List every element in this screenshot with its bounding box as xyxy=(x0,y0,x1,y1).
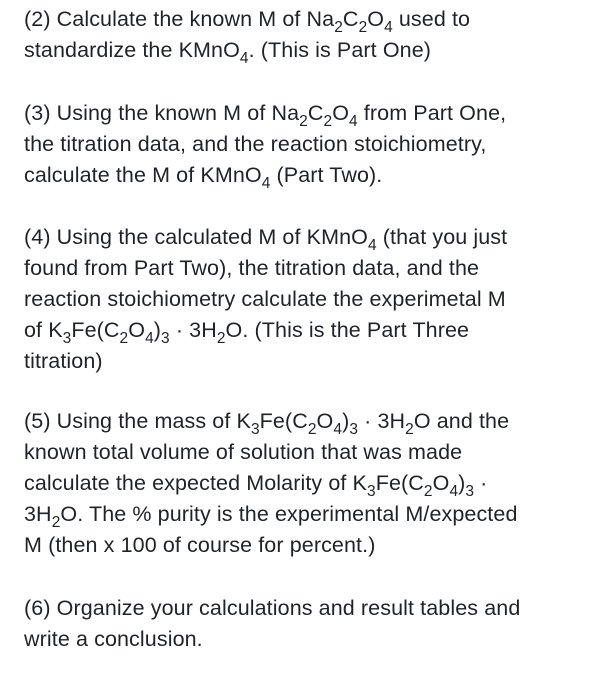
text-run: from Part One, xyxy=(357,101,507,125)
text-run: reaction stoichiometry calculate the experimetal M xyxy=(24,287,506,311)
text-run: (5) Using the mass of K xyxy=(24,409,251,433)
text-run: Fe(C xyxy=(71,318,120,342)
text-line xyxy=(24,284,507,315)
text-run: (3) Using the known M of Na xyxy=(24,101,300,125)
text-run: known total volume of solution that was made xyxy=(24,440,463,464)
subscript-run: 3 xyxy=(349,420,359,438)
subscript-run: 3 xyxy=(367,482,376,500)
text-run: . (This is Part One) xyxy=(248,38,432,62)
text-run: C xyxy=(342,7,359,31)
subscript-run: 4 xyxy=(449,482,459,500)
text-line xyxy=(24,253,507,284)
paragraph-step-5 xyxy=(24,406,518,561)
text-line xyxy=(24,35,470,66)
text-line xyxy=(24,315,507,346)
text-line xyxy=(24,222,507,253)
text-run: (Part Two). xyxy=(270,163,383,187)
text-line xyxy=(24,593,520,624)
text-line xyxy=(24,346,507,377)
text-run: O xyxy=(367,7,385,31)
text-run: ) xyxy=(153,318,162,342)
subscript-run: 4 xyxy=(239,49,249,67)
subscript-run: 2 xyxy=(119,329,129,347)
paragraph-step-2 xyxy=(24,4,470,66)
text-run: (4) Using the calculated M of KMnO xyxy=(24,225,368,249)
text-run: standardize the KMnO xyxy=(24,38,240,62)
subscript-run: 3 xyxy=(250,420,260,438)
text-run: (6) Organize your calculations and result tables and xyxy=(24,596,521,620)
text-run: · xyxy=(474,471,488,495)
text-run: O xyxy=(332,101,350,125)
subscript-run: 2 xyxy=(216,329,226,347)
text-run: (2) Calculate the known M of Na xyxy=(24,7,335,31)
paragraph-step-4 xyxy=(24,222,507,377)
text-run: O and the xyxy=(413,409,510,433)
text-run: of K xyxy=(24,318,63,342)
subscript-run: 4 xyxy=(333,420,343,438)
subscript-run: 4 xyxy=(367,236,377,254)
text-run: (that you just xyxy=(376,225,508,249)
text-run: write a conclusion. xyxy=(24,627,203,651)
paragraph-step-3 xyxy=(24,98,506,191)
subscript-run: 3 xyxy=(161,329,170,347)
text-run: O. The % purity is the experimental M/expected xyxy=(60,502,518,526)
subscript-run: 2 xyxy=(423,482,433,500)
subscript-run: 2 xyxy=(323,112,333,130)
text-run: Fe(C xyxy=(375,471,424,495)
text-run: Fe(C xyxy=(259,409,308,433)
text-run: calculate the M of KMnO xyxy=(24,163,262,187)
subscript-run: 2 xyxy=(334,18,343,36)
text-run: C xyxy=(307,101,324,125)
text-run: 3H xyxy=(24,502,52,526)
subscript-run: 4 xyxy=(384,18,393,36)
text-line xyxy=(24,624,520,655)
text-line xyxy=(24,4,470,35)
text-run: ) xyxy=(342,409,350,433)
text-line xyxy=(24,406,518,437)
text-run: the titration data, and the reaction stoichiometry, xyxy=(24,132,487,156)
paragraph-step-6 xyxy=(24,593,520,655)
text-run: used to xyxy=(392,7,471,31)
text-run: · 3H xyxy=(169,318,217,342)
text-run: O xyxy=(432,471,450,495)
subscript-run: 4 xyxy=(349,112,358,130)
text-run: M (then x 100 of course for percent.) xyxy=(24,533,376,557)
text-run: ) xyxy=(458,471,466,495)
subscript-run: 2 xyxy=(307,420,317,438)
text-run: O xyxy=(316,409,334,433)
text-run: titration) xyxy=(24,349,103,373)
subscript-run: 2 xyxy=(358,18,368,36)
subscript-run: 2 xyxy=(51,513,61,531)
text-run: · 3H xyxy=(358,409,406,433)
text-line xyxy=(24,98,506,129)
subscript-run: 3 xyxy=(62,329,72,347)
subscript-run: 3 xyxy=(465,482,475,500)
text-run: O. (This is the Part Three xyxy=(225,318,470,342)
text-run: found from Part Two), the titration data, and the xyxy=(24,256,480,280)
text-line xyxy=(24,468,518,499)
text-line xyxy=(24,530,518,561)
text-line xyxy=(24,437,518,468)
subscript-run: 4 xyxy=(145,329,154,347)
subscript-run: 4 xyxy=(261,174,271,192)
text-run: calculate the expected Molarity of K xyxy=(24,471,368,495)
text-line xyxy=(24,129,506,160)
subscript-run: 2 xyxy=(405,420,414,438)
text-line xyxy=(24,160,506,191)
text-line xyxy=(24,499,518,530)
subscript-run: 2 xyxy=(299,112,308,130)
text-run: O xyxy=(128,318,146,342)
